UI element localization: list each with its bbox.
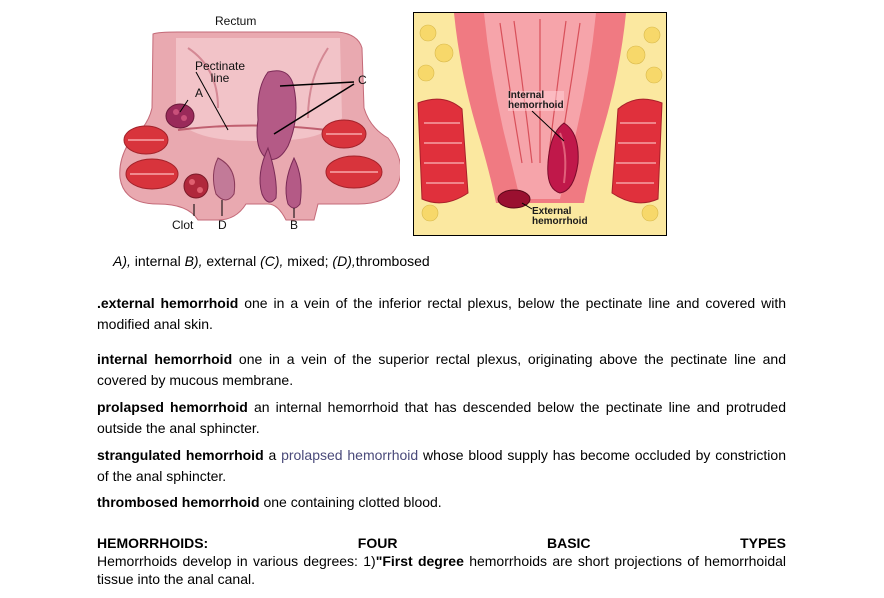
section-paragraph [97,552,786,588]
definition-term: prolapsed hemorrhoid [97,399,248,415]
definition-text: one containing clotted blood. [259,494,442,510]
paragraph-text: hemorrhoids are short projections of hemorrhoidal tissue into the anal canal. [97,553,786,587]
label-d: D [218,218,227,232]
anatomy-diagram-illustration [118,8,400,234]
hemorrhoid-illustration [413,12,667,236]
definition-text: one in a vein of the inferior rectal plexus, below the pectinate line and covered with modified anal skin. [97,295,786,332]
definition-thrombosed [97,492,786,513]
heading-word: BASIC [546,535,591,551]
caption-b-text: external [202,253,261,269]
definition-internal [97,349,786,391]
label-a: A [195,86,204,100]
hemorrhoid-illustration-drawing [414,13,666,235]
caption-c-text: mixed; [283,253,333,269]
section-heading [97,535,786,552]
caption-d-text: thrombosed [355,253,430,269]
label-internal-hemorrhoid: Internal hemorrhoid [508,90,564,111]
definition-term: .external hemorrhoid [97,295,239,311]
definition-external [97,293,786,335]
figure-caption [113,253,430,269]
definition-prolapsed [97,397,786,439]
caption-c: (C), [260,253,284,269]
heading-word: HEMORRHOIDS: [97,535,209,551]
prolapsed-hemorrhoid-link[interactable]: prolapsed hemorrhoid [281,447,419,463]
definition-strangulated [97,445,786,487]
definition-pre: a [263,447,282,463]
definition-term: strangulated hemorrhoid [97,447,264,463]
label-c: C [358,73,367,87]
definition-text: one in a vein of the superior rectal plexus, originating above the pectinate line and covered by mucous membrane. [97,351,786,388]
heading-word: FOUR [357,535,398,551]
label-b: B [290,218,299,232]
label-clot: Clot [172,218,194,232]
definition-text: whose blood supply has become occluded by constriction of the anal sphincter. [97,447,786,484]
caption-d: (D), [332,253,356,269]
paragraph-emphasis: "First degree [375,553,464,569]
definition-term: thrombosed hemorrhoid [97,494,260,510]
anatomy-diagram-labelled [118,8,400,234]
paragraph-text: Hemorrhoids develop in various degrees: 1) [97,553,376,569]
label-pectinate-line: Pectinate line [195,59,246,85]
label-rectum: Rectum [215,14,257,28]
caption-b: B), [184,253,203,269]
label-external-hemorrhoid: External hemorrhoid [532,206,588,227]
heading-word: TYPES [740,535,786,551]
definition-text: an internal hemorrhoid that has descended below the pectinate line and protruded outside the anal sphincter. [97,399,786,436]
caption-a: A), [113,253,131,269]
caption-a-text: internal [130,253,185,269]
definition-term: internal hemorrhoid [97,351,233,367]
